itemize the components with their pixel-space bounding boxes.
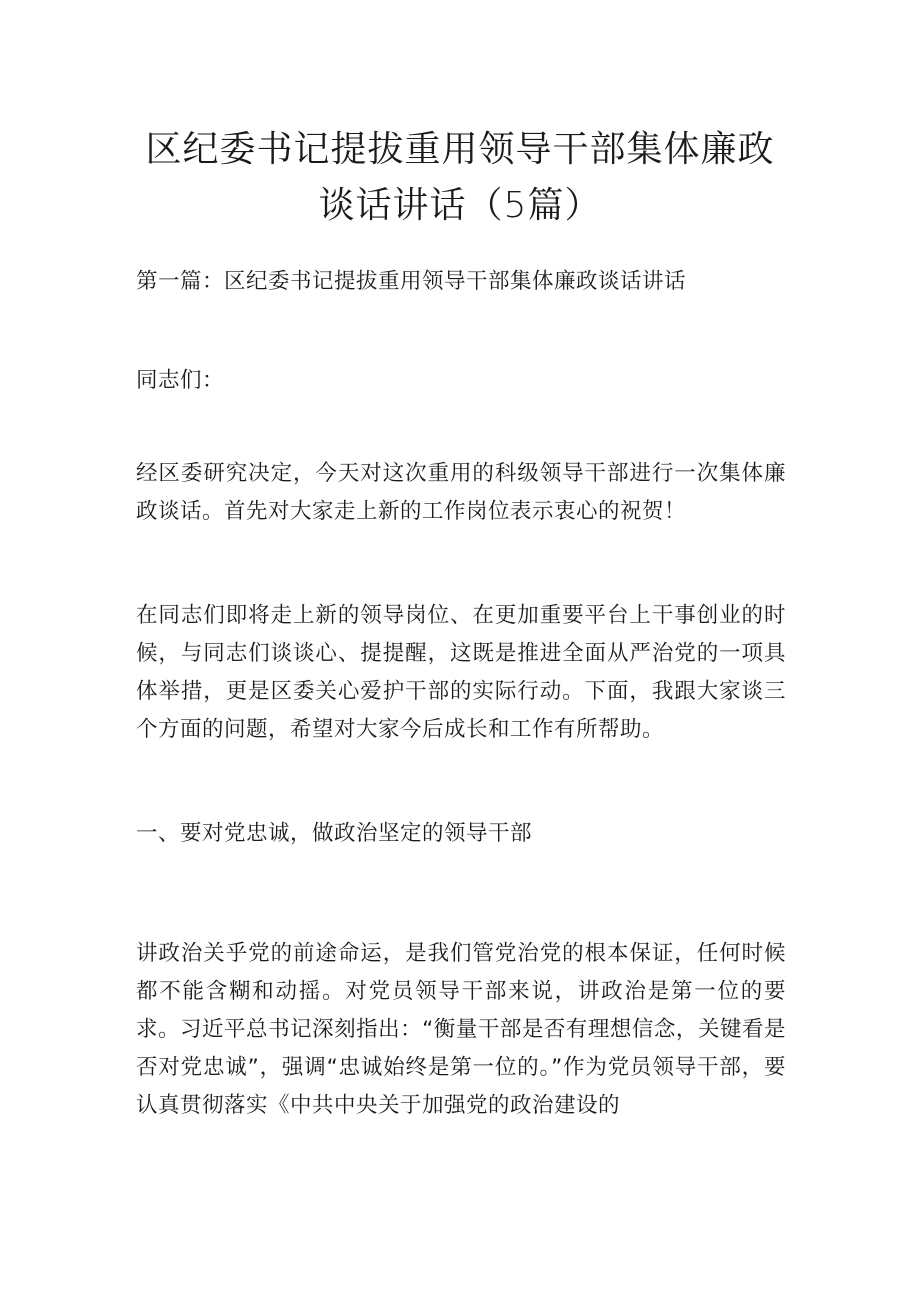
paragraph-politics: 讲政治关乎党的前途命运，是我们管党治党的根本保证，任何时候都不能含糊和动摇。对党员领导干部来说，讲政治是第一位的要求。习近平总书记深刻指出：“衡量干部是否有理想信念，关键看是否对党忠诚”，强调“忠诚始终是第一位的。”作为党员领导干部，要认真贯彻落实《中共中央关于加强党的政治建设的: [136, 941, 786, 1118]
document-title: 区纪委书记提拔重用领导干部集体廉政谈话讲话（5篇）: [145, 129, 775, 226]
paragraph-intro: 经区委研究决定，今天对这次重用的科级领导干部进行一次集体廉政谈话。首先对大家走上新的工作岗位表示衷心的祝贺！: [136, 461, 786, 524]
section-heading-part-one: 第一篇：区纪委书记提拔重用领导干部集体廉政谈话讲话: [136, 269, 687, 294]
paragraph-purpose: 在同志们即将走上新的领导岗位、在更加重要平台上干事创业的时候，与同志们谈谈心、提提醒，这既是推进全面从严治党的一项具体举措，更是区委关心爱护干部的实际行动。下面，我跟大家谈三个方面的问题，希望对大家今后成长和工作有所帮助。: [136, 603, 786, 742]
salutation: 同志们：: [136, 368, 225, 393]
section-heading-loyalty: 一、要对党忠诚，做政治坚定的领导干部: [136, 821, 533, 846]
